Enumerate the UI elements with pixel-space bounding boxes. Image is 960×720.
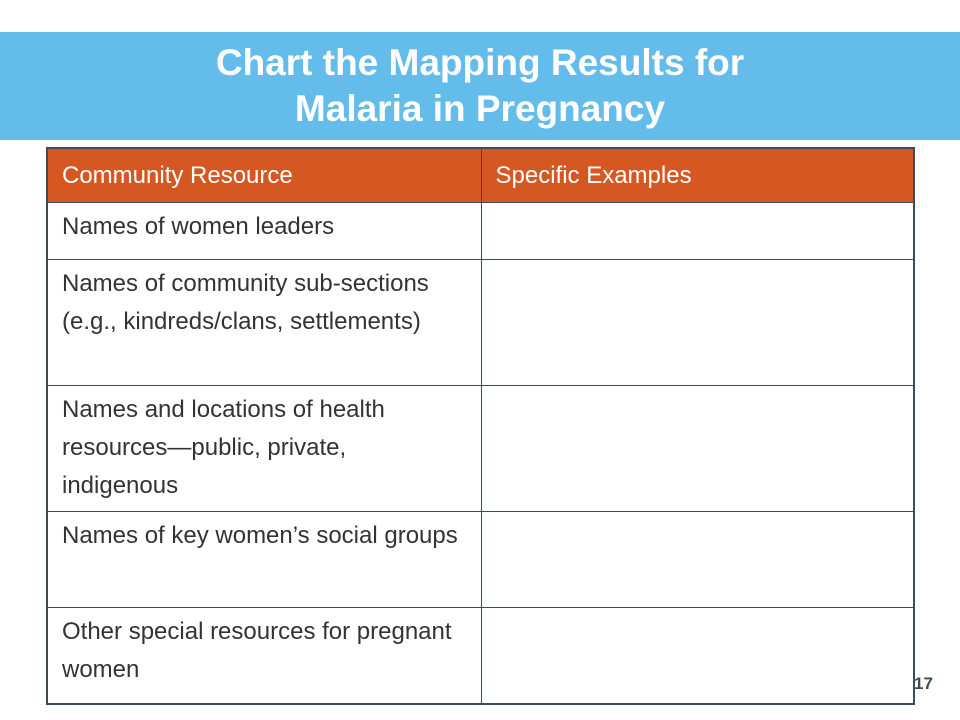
header-specific-examples: Specific Examples <box>481 148 914 203</box>
table-row <box>47 386 914 512</box>
header-community-resource: Community Resource <box>47 148 481 203</box>
page-number: 17 <box>914 674 933 693</box>
examples-cell[interactable] <box>481 203 914 260</box>
title-banner <box>0 32 960 140</box>
slide-title-line-2: Malaria in Pregnancy <box>294 88 666 129</box>
examples-cell[interactable] <box>481 608 914 705</box>
resource-cell: Names of women leaders <box>47 203 481 260</box>
table-row <box>47 260 914 386</box>
resource-mapping-table <box>46 147 915 705</box>
examples-cell[interactable] <box>481 260 914 386</box>
table-header-row <box>47 148 914 203</box>
table-row <box>47 512 914 608</box>
resource-cell: Other special resources for pregnant women <box>47 608 481 705</box>
resource-cell: Names of key women’s social groups <box>47 512 481 608</box>
table-row <box>47 203 914 260</box>
resource-cell: Names of community sub-sections (e.g., kindreds/clans, settlements) <box>47 260 481 386</box>
examples-cell[interactable] <box>481 512 914 608</box>
slide-title-line-1: Chart the Mapping Results for <box>215 42 745 83</box>
resource-cell: Names and locations of health resources—public, private, indigenous <box>47 386 481 512</box>
examples-cell[interactable] <box>481 386 914 512</box>
slide-title <box>216 40 744 132</box>
table-row <box>47 608 914 705</box>
